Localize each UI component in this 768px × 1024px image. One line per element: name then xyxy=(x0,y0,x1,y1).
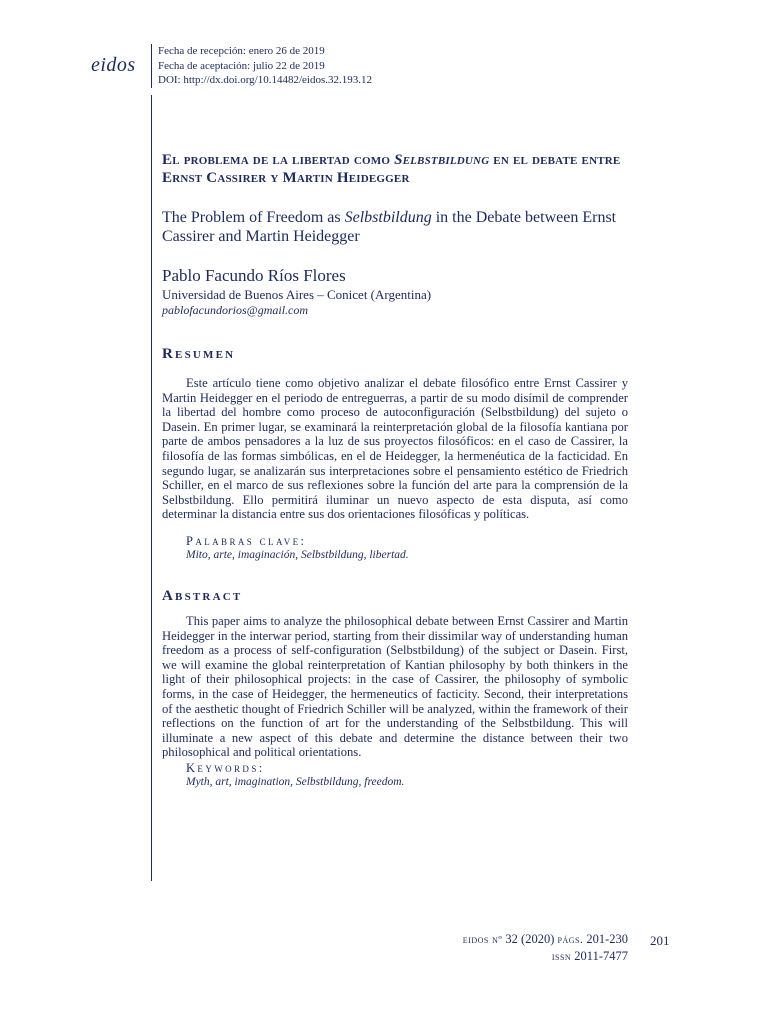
author-name: Pablo Facundo Ríos Flores xyxy=(162,266,346,285)
keywords-es: Mito, arte, imaginación, Selbstbildung, libertad. xyxy=(186,549,409,561)
accepted-date: Fecha de aceptación: julio 22 de 2019 xyxy=(158,59,325,72)
title-es-part1: El problema de la libertad como xyxy=(162,152,395,168)
keywords-en: Myth, art, imagination, Selbstbildung, freedom. xyxy=(186,776,405,788)
margin-rule xyxy=(151,95,152,881)
received-date: Fecha de recepción: enero 26 de 2019 xyxy=(158,45,325,57)
pages-label: págs. xyxy=(557,934,584,946)
title-es-italic: Selbstbildung xyxy=(394,152,490,168)
author-affiliation: Universidad de Buenos Aires – Conicet (Argentina) xyxy=(162,287,432,302)
citation-line xyxy=(463,931,628,948)
title-es-part2: en el debate entre Ernst Cassirer y Martin Heidegger xyxy=(162,152,621,186)
title-en-part1: The Problem of Freedom as xyxy=(162,209,345,226)
author-email[interactable]: pablofacundorios@gmail.com xyxy=(162,303,309,317)
title-english xyxy=(162,208,628,246)
abstract-text: This paper aims to analyze the philosophical debate between Ernst Cassirer and Martin Heidegger in the interwar period, starting from their dissimilar way of understanding human freedom as a process of self-configuration (Selbstbildung) of the subject or Dasein. First, we will examine the global reinterpretation of Kantian philosophy by both thinkers in the light of their philosophical projects: in the case of Cassirer, the philosophy of symbolic forms, in the case of Heidegger, the hermeneutics of facticity. Second, their interpretations of the aesthetic thought of Friedrich Schiller will be analyzed, within the framework of their reflections on the function of art for the understanding of the Selbstbildung. This will illuminate a new aspect of this debate and determine the distance between their two philosophical and political orientations. xyxy=(162,614,628,760)
keywords-es-label: Palabras clave: xyxy=(186,534,307,548)
issn-line xyxy=(463,948,628,965)
citation-prefix: eidos nº xyxy=(462,934,503,946)
issn-number: 2011-7477 xyxy=(571,949,628,963)
keywords-en-block xyxy=(162,761,628,789)
resumen-text: Este artículo tiene como objetivo analizar el debate filosófico entre Ernst Cassirer y Martin Heidegger en el periodo de entreguerras, a partir de su modo disímil de comprender la libertad del hombre como proceso de autoconfiguración (Selbstbildung) del sujeto o Dasein. En primer lugar, se examinará la reinterpretación global de la filosofía kantiana por parte de ambos pensadores a la luz de sus proyectos filosóficos: en el caso de Cassirer, la filosofía de las formas simbólicas, en el de Heidegger, la hermenéutica de la facticidad. En segundo lugar, se analizarán sus interpretaciones sobre el pensamiento estético de Friedrich Schiller, en el marco de sus reflexiones sobre la función del arte para la comprensión de la Selbstbildung. Ello permitirá iluminar un nuevo aspecto de esta disputa, así como determinar la distancia entre sus dos orientaciones filosóficas y políticas. xyxy=(162,376,628,522)
pages-range: 201-230 xyxy=(583,932,628,946)
title-en-italic: Selbstbildung xyxy=(344,209,432,226)
abstract-heading: Abstract xyxy=(162,588,243,604)
journal-logo: eidos xyxy=(91,54,136,76)
resumen-heading: Resumen xyxy=(162,346,236,362)
citation-volume: 32 (2020) xyxy=(502,932,558,946)
doi-link[interactable]: DOI: http://dx.doi.org/10.14482/eidos.32.193.12 xyxy=(158,74,372,86)
citation-footer xyxy=(463,931,628,965)
submission-metadata xyxy=(151,44,372,88)
title-spanish xyxy=(162,151,628,187)
keywords-es-block xyxy=(162,534,628,562)
page-number: 201 xyxy=(650,933,670,948)
title-en-part2: in the Debate between Ernst Cassirer and Martin Heidegger xyxy=(162,209,617,245)
issn-label: issn xyxy=(551,951,572,963)
keywords-en-label: Keywords: xyxy=(186,761,265,775)
